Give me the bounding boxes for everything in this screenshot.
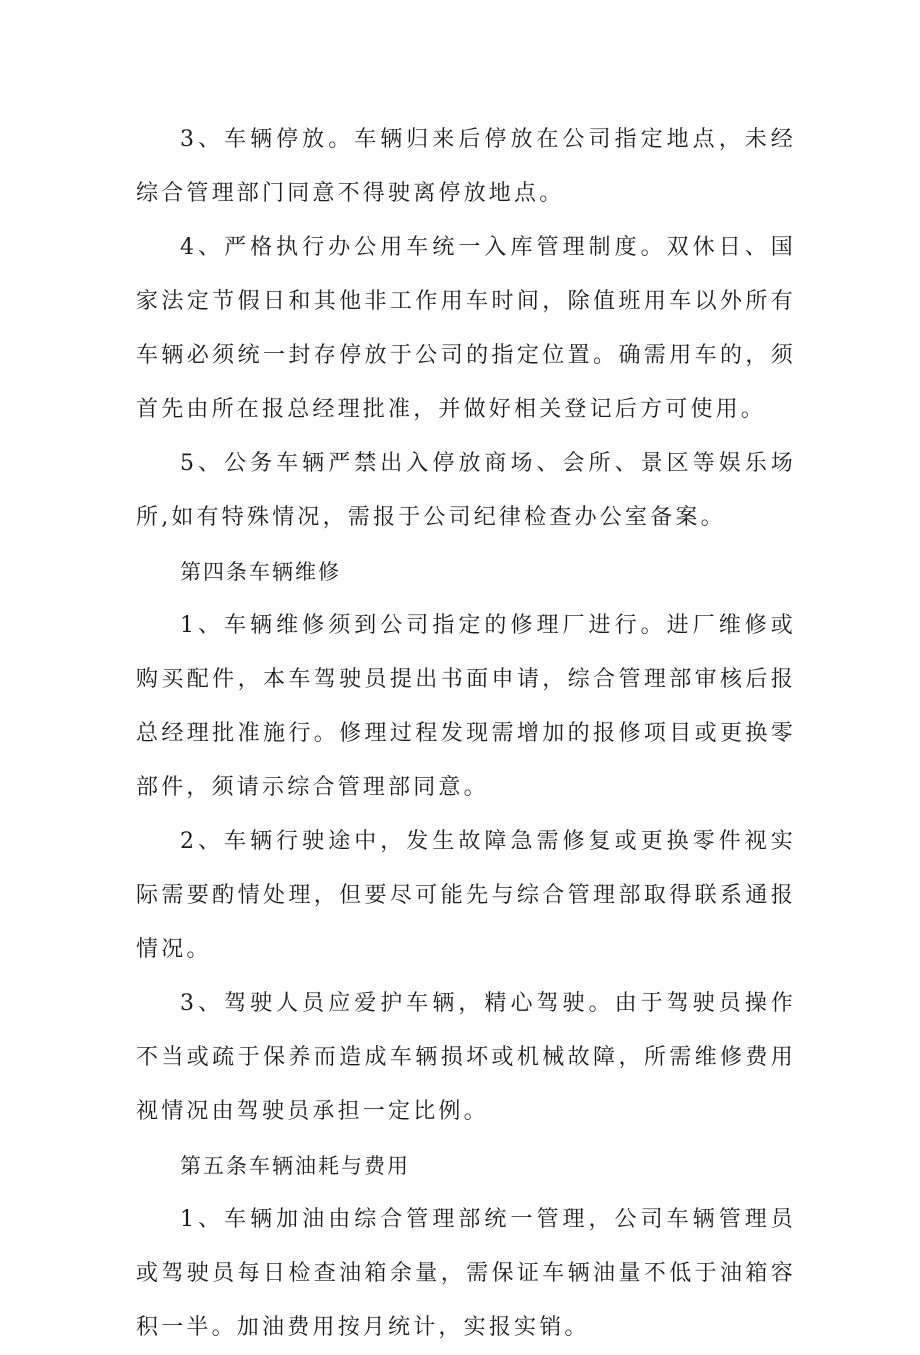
paragraph-breakdown: 2、车辆行驶途中，发生故障急需修复或更换零件视实际需要酌情处理，但要尽可能先与综合管理部取得联系通报情况。 [136, 829, 796, 962]
paragraph-driver-responsibility: 3、驾驶人员应爱护车辆，精心驾驶。由于驾驶员操作不当或疏于保养而造成车辆损坏或机械故障，所需维修费用视情况由驾驶员承担一定比例。 [136, 991, 796, 1124]
paragraph-entertainment-ban: 5、公务车辆严禁出入停放商场、会所、景区等娱乐场所,如有特殊情况，需报于公司纪律检查办公室备案。 [136, 451, 796, 530]
paragraph-garage-management: 4、严格执行办公用车统一入库管理制度。双休日、国家法定节假日和其他非工作用车时间，除值班用车以外所有车辆必须统一封存停放于公司的指定位置。确需用车的，须首先由所在报总经理批准，并做好相关登记后方可使用。 [136, 235, 796, 422]
section-heading-fuel-costs: 第五条车辆油耗与费用 [180, 1154, 410, 1178]
section-heading-maintenance: 第四条车辆维修 [180, 560, 341, 584]
paragraph-repair-shop: 1、车辆维修须到公司指定的修理厂进行。进厂维修或购买配件，本车驾驶员提出书面申请，综合管理部审核后报总经理批准施行。修理过程发现需增加的报修项目或更换零部件，须请示综合管理部同意。 [136, 613, 796, 800]
paragraph-parking: 3、车辆停放。车辆归来后停放在公司指定地点，未经综合管理部门同意不得驶离停放地点。 [136, 127, 796, 206]
document-body [136, 113, 796, 1355]
paragraph-refueling: 1、车辆加油由综合管理部统一管理，公司车辆管理员或驾驶员每日检查油箱余量，需保证车辆油量不低于油箱容积一半。加油费用按月统计，实报实销。 [136, 1207, 796, 1340]
